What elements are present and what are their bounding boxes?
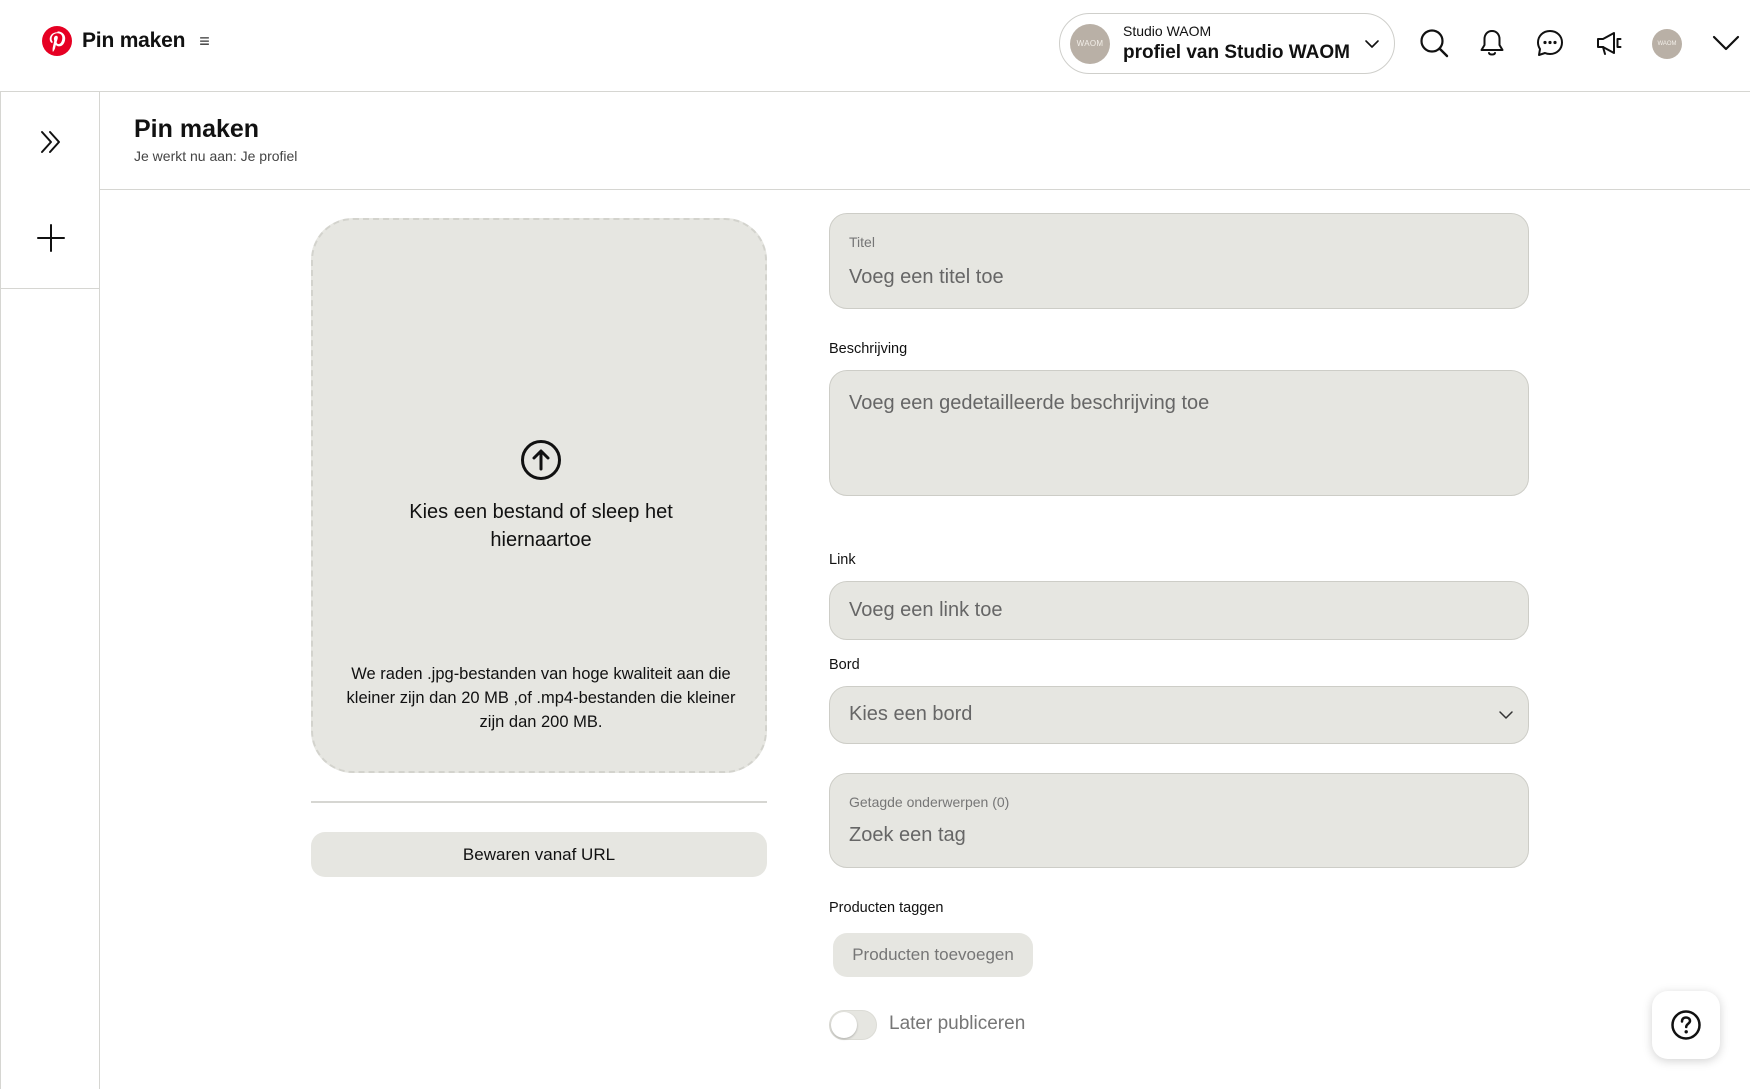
create-button[interactable] — [31, 218, 71, 258]
bell-icon — [1477, 28, 1507, 58]
account-avatar: WAOM — [1070, 24, 1110, 64]
avatar[interactable]: WAOM — [1652, 29, 1682, 59]
chevron-down-icon — [1364, 36, 1380, 52]
app-menu[interactable] — [42, 26, 210, 56]
board-select[interactable] — [829, 686, 1529, 744]
link-placeholder: Voeg een link toe — [849, 599, 1003, 621]
search-icon — [1419, 28, 1449, 58]
notifications-button[interactable] — [1473, 24, 1511, 62]
help-button[interactable] — [1652, 991, 1720, 1059]
account-profile-label: profiel van Studio WAOM — [1123, 42, 1350, 63]
page-subtitle: Je werkt nu aan: Je profiel — [134, 148, 298, 164]
account-menu-button[interactable] — [1707, 24, 1745, 62]
save-from-url-button[interactable]: Bewaren vanaf URL — [311, 832, 767, 877]
pinterest-logo-icon — [42, 26, 72, 56]
link-label: Link — [829, 552, 856, 568]
account-switcher[interactable] — [1059, 13, 1395, 74]
plus-icon — [36, 223, 66, 253]
rail-divider — [1, 288, 100, 289]
link-field[interactable] — [829, 581, 1529, 640]
top-bar — [0, 0, 1750, 92]
products-label: Producten taggen — [829, 900, 944, 916]
double-chevron-right-icon — [37, 128, 65, 156]
help-icon — [1670, 1009, 1702, 1041]
upload-dropzone[interactable] — [311, 218, 767, 773]
title-label: Titel — [849, 234, 875, 250]
tags-label: Getagde onderwerpen (0) — [849, 794, 1010, 810]
toggle-knob — [831, 1012, 857, 1038]
publish-later-label: Later publiceren — [889, 1013, 1026, 1034]
megaphone-icon — [1594, 28, 1624, 58]
search-button[interactable] — [1415, 24, 1453, 62]
account-text — [1123, 23, 1350, 64]
hamburger-icon: ≡ — [199, 30, 210, 51]
title-field[interactable] — [829, 213, 1529, 309]
page-header — [100, 92, 1750, 190]
upload-instruction: Kies een bestand of sleep het hiernaartoe — [409, 501, 673, 551]
description-placeholder: Voeg een gedetailleerde beschrijving toe — [849, 392, 1210, 414]
app-title: Pin maken — [82, 29, 186, 52]
chevron-down-icon — [1498, 707, 1514, 723]
page-title: Pin maken — [134, 115, 260, 143]
messages-button[interactable] — [1531, 24, 1569, 62]
tags-placeholder: Zoek een tag — [849, 824, 966, 846]
chevron-down-icon — [1711, 28, 1741, 58]
account-name: Studio WAOM — [1123, 23, 1212, 39]
upload-arrow-icon — [520, 439, 562, 481]
left-rail — [0, 92, 100, 1089]
board-placeholder: Kies een bord — [849, 703, 973, 725]
upload-hint: We raden .jpg-bestanden van hoge kwaliteit aan die kleiner zijn dan 20 MB ,of .mp4-bestanden die kleiner zijn dan 200 MB. — [346, 665, 736, 731]
expand-sidebar-button[interactable] — [31, 122, 71, 162]
upload-divider — [311, 801, 767, 803]
announcements-button[interactable] — [1590, 24, 1628, 62]
board-label: Bord — [829, 657, 860, 673]
description-label: Beschrijving — [829, 341, 908, 357]
publish-later-toggle[interactable] — [829, 1010, 877, 1040]
add-products-button[interactable]: Producten toevoegen — [833, 933, 1033, 977]
description-field[interactable] — [829, 370, 1529, 496]
title-placeholder: Voeg een titel toe — [849, 266, 1004, 288]
messages-icon — [1535, 28, 1565, 58]
tags-field[interactable] — [829, 773, 1529, 868]
